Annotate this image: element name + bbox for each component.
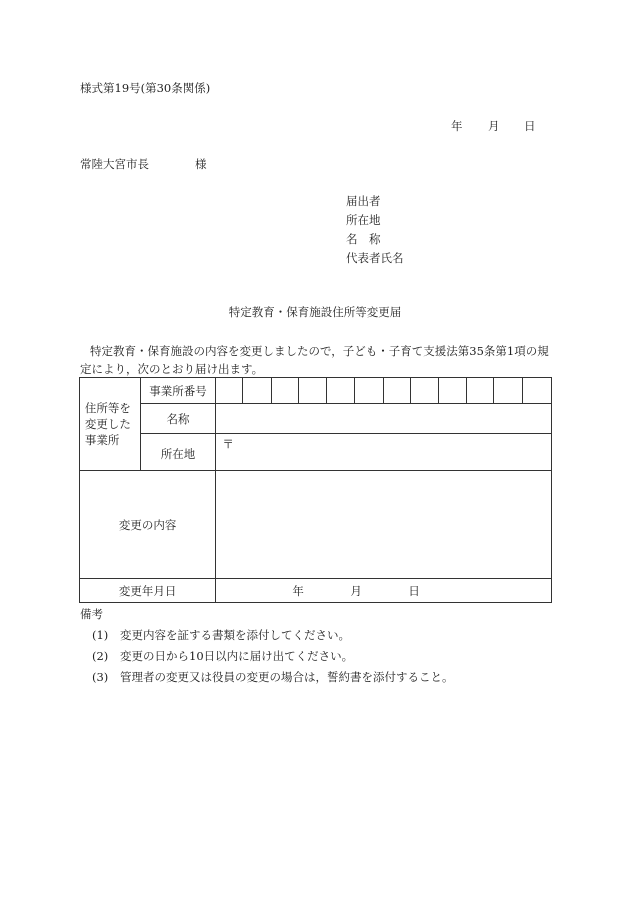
change-date-day: 日: [408, 583, 420, 598]
addressee-honorific: 様: [195, 157, 207, 171]
applicant-block: [346, 192, 404, 268]
notes-section: [80, 604, 454, 688]
date-month: 月: [488, 119, 500, 133]
office-number-digit-cell[interactable]: [216, 378, 243, 404]
office-number-digit-cell[interactable]: [271, 378, 299, 404]
office-number-digit-cell[interactable]: [327, 378, 355, 404]
office-number-digit-cell[interactable]: [466, 378, 494, 404]
postal-mark: 〒: [222, 437, 234, 451]
change-form-table: [79, 377, 552, 603]
change-date-month: 月: [350, 583, 362, 598]
date-line: [451, 118, 536, 134]
office-number-digit-cell[interactable]: [438, 378, 466, 404]
office-number-label: 事業所番号: [140, 378, 216, 404]
office-number-digit-cell[interactable]: [242, 378, 271, 404]
change-content-label: 変更の内容: [80, 471, 216, 579]
note-item: (2) 変更の日から10日以内に届け出てください。: [92, 649, 354, 663]
note-item: (3) 管理者の変更又は役員の変更の場合は，誓約書を添付すること。: [92, 670, 454, 684]
note-item: (1) 変更内容を証する書類を添付してください。: [92, 628, 350, 642]
office-number-digit-cell[interactable]: [523, 378, 552, 404]
office-number-digit-cell[interactable]: [494, 378, 523, 404]
office-location-field[interactable]: [216, 434, 552, 471]
document-title: 特定教育・保育施設住所等変更届: [228, 305, 402, 319]
applicant-location-label: 所在地: [346, 213, 381, 227]
office-number-digit-cell[interactable]: [383, 378, 411, 404]
office-name-field[interactable]: [216, 404, 552, 434]
date-year: 年: [451, 119, 463, 133]
office-location-label: 所在地: [140, 434, 216, 471]
office-number-digit-cell[interactable]: [299, 378, 327, 404]
applicant-name-label: 名 称: [346, 232, 381, 246]
office-number-digit-cell[interactable]: [411, 378, 439, 404]
applicant-representative-label: 代表者氏名: [346, 251, 404, 265]
office-name-label: 名称: [140, 404, 216, 434]
office-number-digit-cell[interactable]: [354, 378, 383, 404]
body-paragraph: 特定教育・保育施設の内容を変更しましたので，子ども・子育て支援法第35条第1項の規定により，次のとおり届け出ます。: [80, 344, 549, 376]
change-date-year: 年: [292, 583, 304, 598]
date-day: 日: [524, 119, 536, 133]
applicant-heading: 届出者: [346, 194, 381, 208]
addressee: [80, 156, 207, 172]
notes-heading: 備考: [80, 607, 103, 621]
addressee-name: 常陸大宮市長: [80, 157, 149, 171]
change-content-field[interactable]: [216, 471, 552, 579]
change-date-field[interactable]: [216, 579, 552, 603]
form-number-label: 様式第19号(第30条関係): [80, 81, 211, 95]
changed-office-group-label: 住所等を変更した事業所: [80, 378, 141, 471]
change-date-label: 変更年月日: [80, 579, 216, 603]
